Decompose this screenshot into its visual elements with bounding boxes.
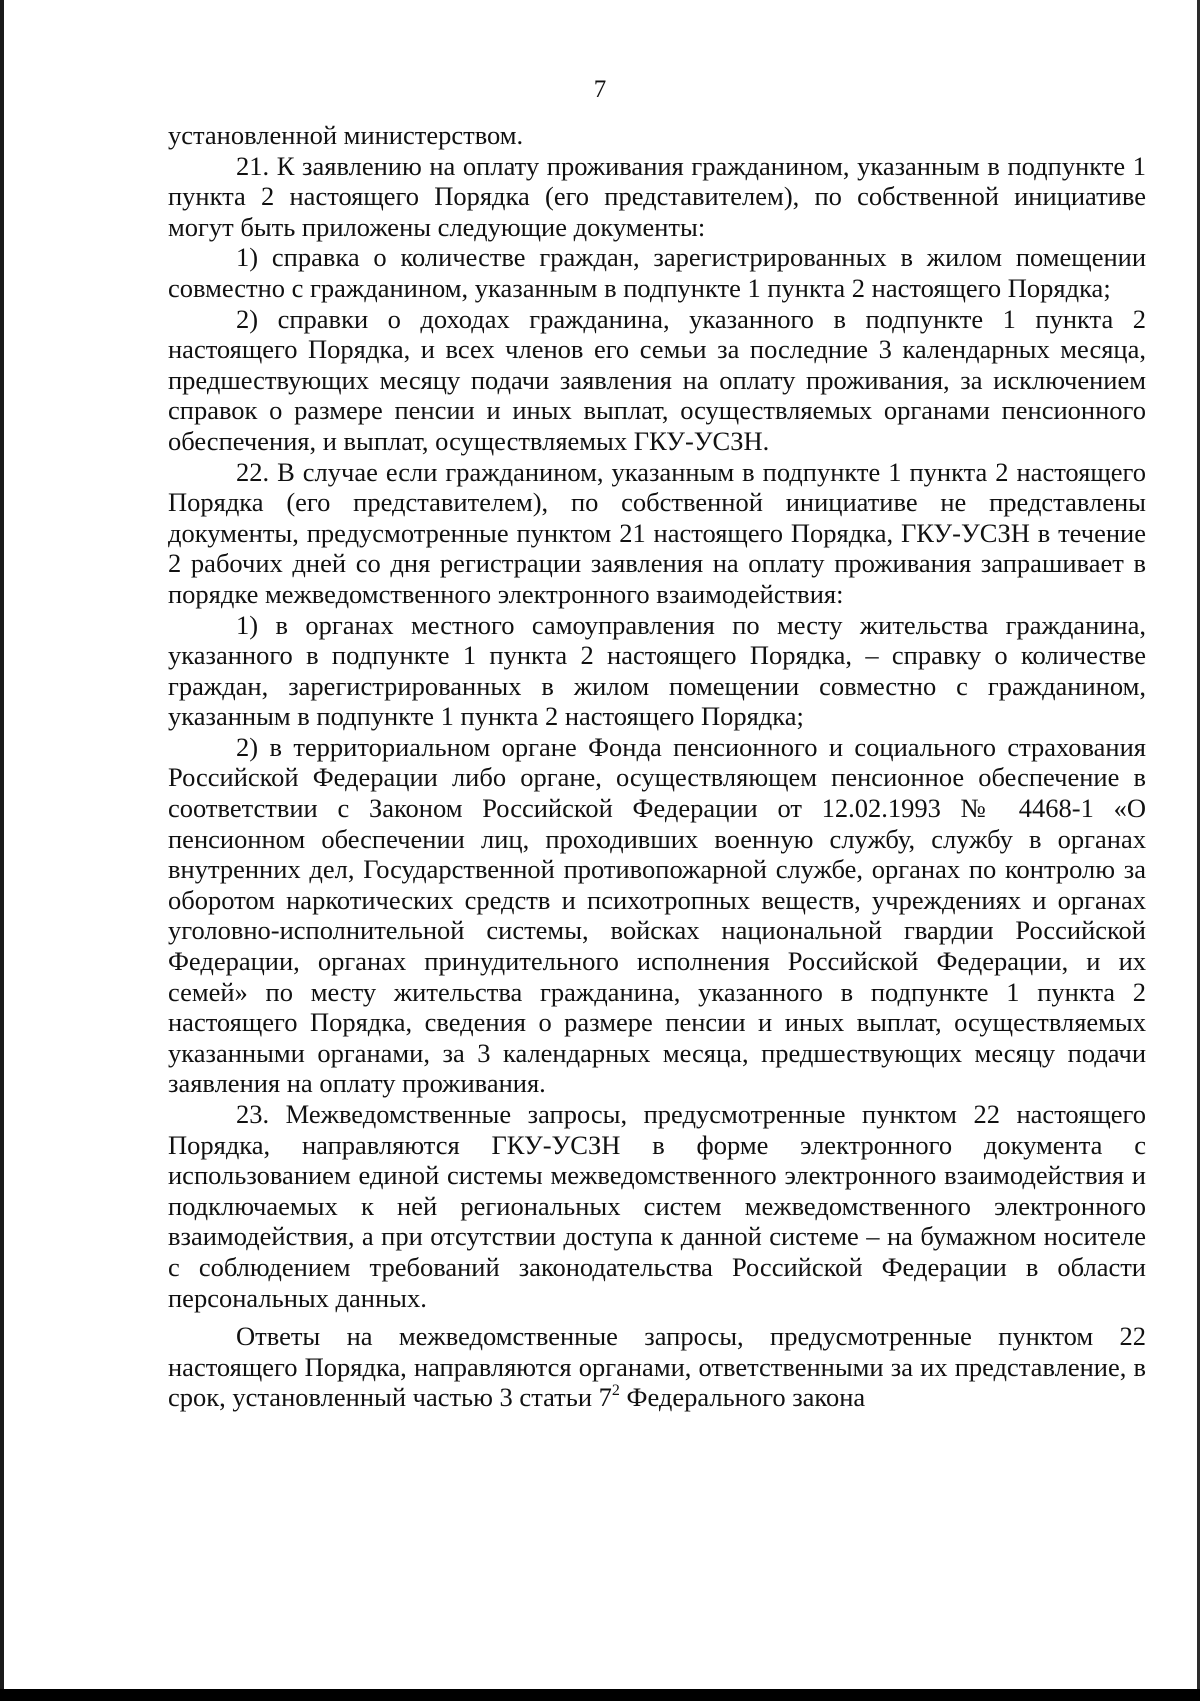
- paragraph-item-22-2: 2) в территориальном органе Фонда пенсионного и социального страхования Российской Федерации либо органе, осуществляющем пенсионное обеспечение в соответствии с Законом Российской Федерации от 12.02.1993 № 4468-1 «О пенсионном обеспечении лиц, проходивших военную службу, службу в органах внутренних дел, Государственной противопожарной службе, органах по контролю за оборотом наркотических средств и психотропных веществ, учреждениях и органах уголовно-исполнительной системы, войсках национальной гвардии Российской Федерации, органах принудительного исполнения Российской Федерации, и их семей» по месту жительства гражданина, указанного в подпункте 1 пункта 2 настоящего Порядка, сведения о размере пенсии и иных выплат, осуществляемых указанными органами, за 3 календарных месяца, предшествующих месяцу подачи заявления на оплату проживания.: [168, 731, 1146, 1099]
- page-number: 7: [593, 76, 607, 103]
- responses-text: Ответы на межведомственные запросы, предусмотренные пунктом 22 настоящего Порядка, направляются органами, ответственными за их представление, в срок, установленный частью 3 статьи 7: [168, 1321, 1146, 1413]
- paragraph-item-22-1: 1) в органах местного самоуправления по месту жительства гражданина, указанного в подпункте 1 пункта 2 настоящего Порядка, – справку о количестве граждан, зарегистрированных в жилом помещении совместно с гражданином, указанным в подпункте 1 пункта 2 настоящего Порядка;: [168, 609, 1146, 732]
- paragraph-item-21-1: 1) справка о количестве граждан, зарегистрированных в жилом помещении совместно с гражданином, указанным в подпункте 1 пункта 2 настоящего Порядка;: [168, 242, 1146, 303]
- paragraph-continuation: установленной министерством.: [168, 120, 524, 150]
- article-superscript: 2: [611, 1381, 620, 1399]
- paragraph-item-23: 23. Межведомственные запросы, предусмотренные пунктом 22 настоящего Порядка, направляются ГКУ-УСЗН в форме электронного документа с использованием единой системы межведомственного электронного взаимодействия и подключаемых к ней региональных систем межведомственного электронного взаимодействия, а при отсутствии доступа к данной системе – на бумажном носителе с соблюдением требований законодательства Российской Федерации в области персональных данных.: [168, 1099, 1146, 1313]
- paragraph-item-21-2: 2) справки о доходах гражданина, указанного в подпункте 1 пункта 2 настоящего Порядка, и всех членов его семьи за последние 3 календарных месяца, предшествующих месяцу подачи заявления на оплату проживания, за исключением справок о размере пенсии и иных выплат, осуществляемых органами пенсионного обеспечения, и выплат, осуществляемых ГКУ-УСЗН.: [168, 303, 1146, 456]
- paragraph-item-22: 22. В случае если гражданином, указанным в подпункте 1 пункта 2 настоящего Порядка (его представителем), по собственной инициативе не представлены документы, предусмотренные пунктом 21 настоящего Порядка, ГКУ-УСЗН в течение 2 рабочих дней со дня регистрации заявления на оплату проживания запрашивает в порядке межведомственного электронного взаимодействия:: [168, 456, 1146, 609]
- scan-edge-bottom: [0, 1689, 1200, 1701]
- responses-text-end: Федерального закона: [619, 1382, 866, 1413]
- scan-edge-left: [0, 0, 4, 1701]
- paragraph-item-21: 21. К заявлению на оплату проживания гражданином, указанным в подпункте 1 пункта 2 настоящего Порядка (его представителем), по собственной инициативе могут быть приложены следующие документы:: [168, 150, 1146, 242]
- paragraph-responses: [168, 1321, 1146, 1413]
- document-body: [168, 120, 1146, 1413]
